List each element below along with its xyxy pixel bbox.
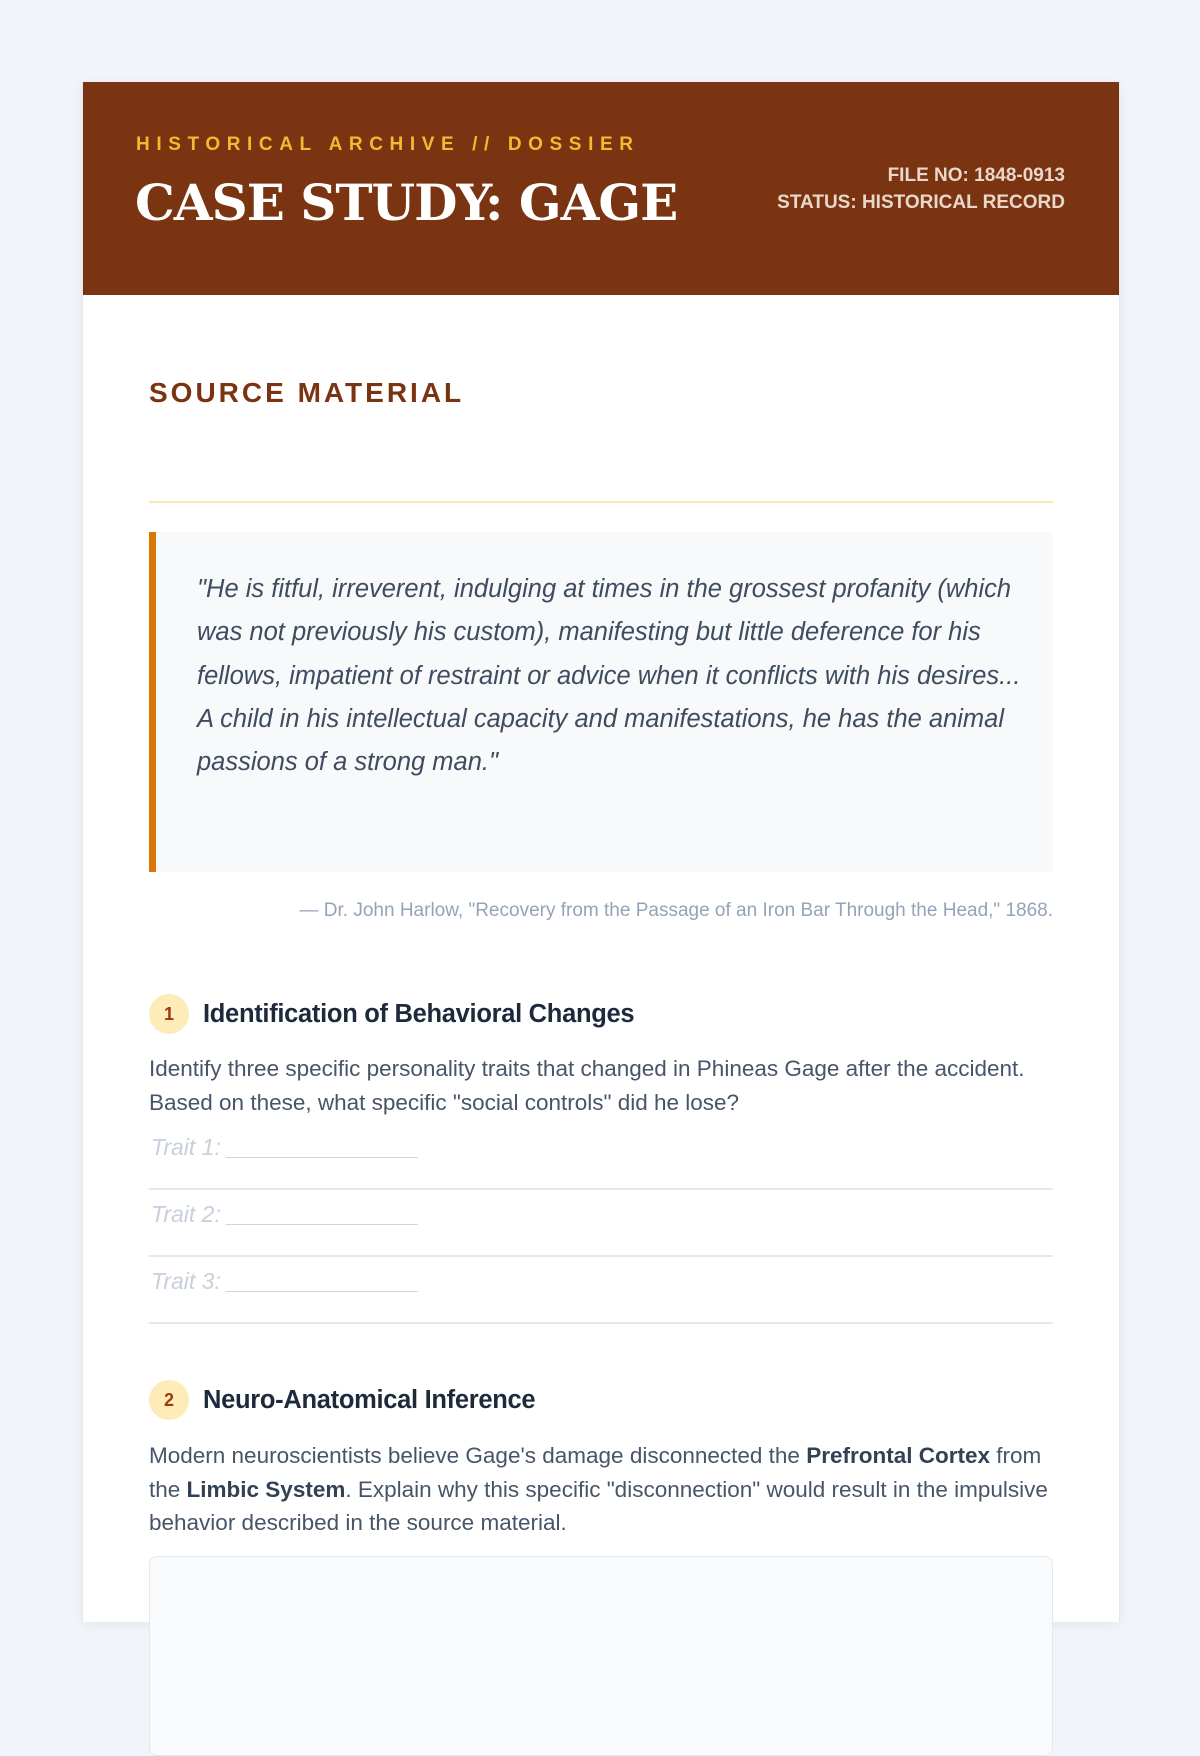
- quote-citation: — Dr. John Harlow, "Recovery from the Passage of an Iron Bar Through the Head," 1868.: [299, 900, 1053, 921]
- dossier-card: [82, 82, 1120, 1622]
- prefrontal-cortex-term: Prefrontal Cortex: [806, 1443, 990, 1468]
- question-1-prompt: Identify three specific personality traits that changed in Phineas Gage after the accident. Based on these, what specific "social controls" did he lose?: [149, 1056, 1025, 1115]
- question-2-prompt: [149, 1439, 1053, 1540]
- trait-3-line: [149, 1258, 1053, 1324]
- limbic-system-term: Limbic System: [186, 1476, 346, 1502]
- dossier-header: [83, 82, 1119, 295]
- prompt-text: from the: [149, 1443, 1042, 1502]
- file-meta: [777, 162, 1065, 216]
- quote-text: "He is fitful, irreverent, indulging at times in the grossest profanity (which was not previously his custom), manifesting but little deference for his fellows, impatient of restraint or advice when it conflicts with his desires... A child in his intellectual capacity and manifestations, he has the animal passions of a strong man.": [197, 575, 1021, 777]
- section-divider: [149, 501, 1053, 503]
- archive-kicker: HISTORICAL ARCHIVE // DOSSIER: [136, 134, 640, 155]
- prompt-text: . Explain why this specific "disconnection" would result in the impulsive behavior described in the source material.: [149, 1476, 1048, 1535]
- question-number-badge: 2: [149, 1380, 189, 1420]
- trait-2-input[interactable]: [151, 1201, 1031, 1228]
- trait-1-line: [149, 1124, 1053, 1190]
- question-2-title: Neuro-Anatomical Inference: [203, 1385, 536, 1414]
- source-quote: [149, 532, 1053, 872]
- trait-1-input[interactable]: [151, 1134, 1031, 1161]
- trait-3-input[interactable]: [151, 1268, 1031, 1295]
- question-1-title: Identification of Behavioral Changes: [203, 999, 635, 1028]
- question-2-answer[interactable]: [149, 1556, 1053, 1756]
- prompt-text: Modern neuroscientists believe Gage's damage disconnected the: [149, 1443, 807, 1468]
- file-number: FILE NO: 1848-0913: [887, 165, 1065, 186]
- question-number-badge: 1: [149, 994, 189, 1034]
- trait-2-line: [149, 1191, 1053, 1257]
- section-title-source: SOURCE MATERIAL: [149, 377, 465, 408]
- question-2-header: [149, 1380, 535, 1420]
- question-1-header: [149, 994, 634, 1034]
- page-title: CASE STUDY: GAGE: [135, 173, 678, 232]
- status-label: STATUS: HISTORICAL RECORD: [777, 192, 1065, 213]
